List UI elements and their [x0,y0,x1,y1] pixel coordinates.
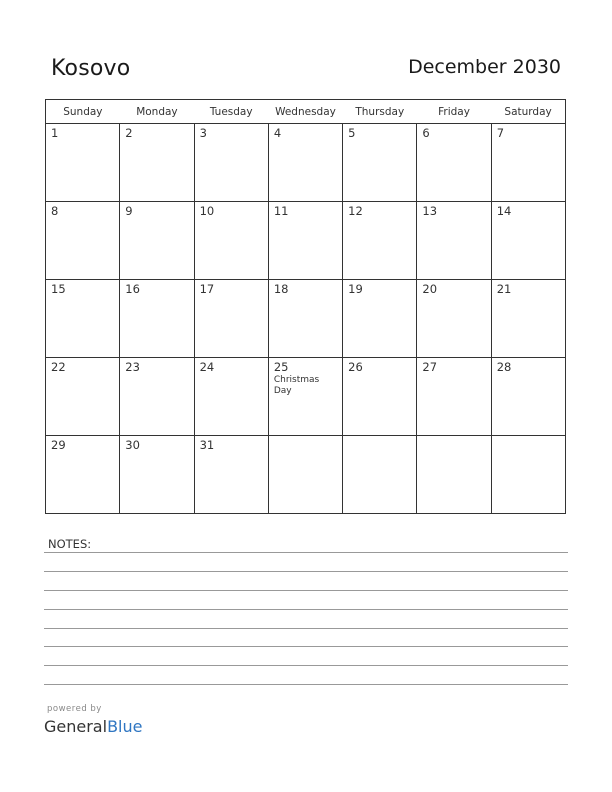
day-cell [417,358,491,436]
week-row [46,280,566,358]
brand-name-general: General [44,717,108,736]
day-cell [343,358,417,436]
notes-line [44,665,568,666]
day-cell [343,202,417,280]
notes-line [44,552,568,553]
weekday-wednesday: Wednesday [268,100,342,124]
notes-line [44,646,568,647]
day-cell-empty [268,436,342,514]
day-cell [46,436,120,514]
day-cell [343,280,417,358]
day-cell [491,358,565,436]
day-number: 9 [125,204,133,218]
calendar-grid [45,99,566,514]
day-number: 12 [348,204,363,218]
day-cell [120,124,194,202]
notes-line [44,628,568,629]
day-number: 19 [348,282,363,296]
day-cell [268,124,342,202]
week-row [46,124,566,202]
day-number: 18 [273,282,289,296]
day-number: 16 [125,282,140,296]
notes-line [44,684,568,685]
day-number: 11 [273,204,289,218]
day-number: 23 [125,360,140,374]
notes-line [44,609,568,610]
day-cell [120,280,194,358]
day-number: 27 [422,360,438,374]
weekday-sunday: Sunday [46,100,120,124]
weekday-monday: Monday [120,100,194,124]
powered-by-text: powered by [47,704,102,714]
day-cell-empty [417,436,491,514]
day-cell [46,202,120,280]
day-number: 1 [51,126,59,140]
weekday-header-row [46,100,566,124]
day-cell [194,124,268,202]
week-row [46,202,566,280]
day-number: 5 [348,126,356,140]
day-cell [120,358,194,436]
country-title: Kosovo [51,56,131,81]
day-number: 6 [422,126,430,140]
weekday-saturday: Saturday [491,100,565,124]
day-cell-empty [491,436,565,514]
day-number: 8 [51,204,59,218]
day-number: 22 [51,360,66,374]
weekday-friday: Friday [417,100,491,124]
day-number: 17 [199,282,215,296]
day-number: 2 [125,126,133,140]
day-number: 4 [273,126,282,140]
day-number: 25 [273,360,289,374]
month-year-title: December 2030 [408,56,561,78]
day-cell [268,358,342,436]
week-row [46,436,566,514]
day-number: 26 [348,360,363,374]
day-number: 14 [496,204,512,218]
day-number: 30 [125,438,140,452]
notes-line [44,571,568,572]
generalblue-logo[interactable] [44,717,142,736]
notes-label: NOTES: [48,537,92,551]
day-cell [46,358,120,436]
day-cell [268,202,342,280]
day-cell [491,280,565,358]
notes-line [44,590,568,591]
day-cell [491,202,565,280]
weekday-thursday: Thursday [343,100,417,124]
holiday-label: Christmas Day [273,375,320,396]
day-number: 24 [199,360,215,374]
brand-name-blue: Blue [107,717,143,736]
day-number: 15 [51,282,66,296]
day-cell [491,124,565,202]
day-number: 10 [199,204,215,218]
day-cell [343,124,417,202]
day-number: 13 [422,204,438,218]
day-cell [417,124,491,202]
day-number: 29 [51,438,66,452]
day-cell [194,202,268,280]
day-cell [194,280,268,358]
day-number: 31 [199,438,215,452]
day-cell [417,202,491,280]
day-cell [268,280,342,358]
day-number: 3 [199,126,207,140]
day-cell [120,436,194,514]
day-number: 28 [496,360,512,374]
week-row [46,358,566,436]
day-number: 21 [496,282,512,296]
day-number: 20 [422,282,438,296]
day-cell [46,124,120,202]
day-cell-empty [343,436,417,514]
day-cell [194,358,268,436]
day-cell [417,280,491,358]
day-cell [120,202,194,280]
day-number: 7 [496,126,505,140]
day-cell [194,436,268,514]
weekday-tuesday: Tuesday [194,100,268,124]
day-cell [46,280,120,358]
